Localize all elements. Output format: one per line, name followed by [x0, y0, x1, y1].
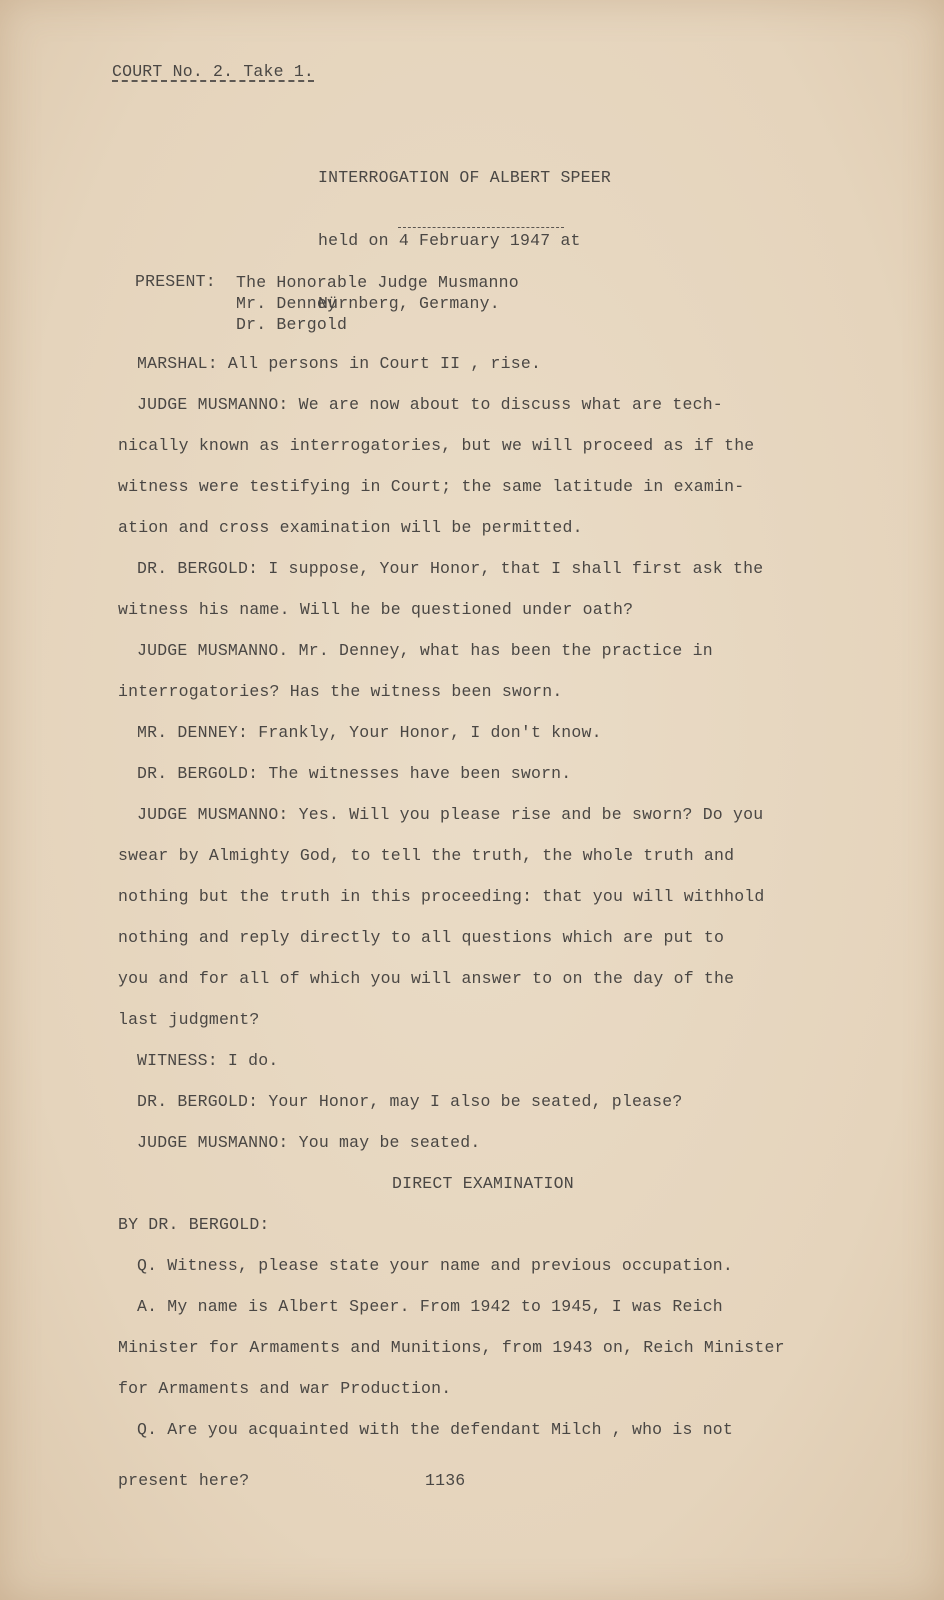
transcript-line: A. My name is Albert Speer. From 1942 to 1945, I was Reich: [137, 1297, 723, 1316]
present-names: [236, 272, 519, 335]
transcript-line: nothing but the truth in this proceeding: that you will withhold: [118, 887, 765, 906]
transcript-line: interrogatories? Has the witness been sworn.: [118, 682, 563, 701]
transcript-line: nothing and reply directly to all questions which are put to: [118, 928, 725, 947]
court-header: COURT No. 2. Take 1.: [112, 62, 315, 81]
title-line: Nürnberg, Germany.: [318, 294, 500, 313]
transcript-line: MR. DENNEY: Frankly, Your Honor, I don't know.: [137, 723, 602, 742]
page-number: 1136: [425, 1471, 466, 1490]
transcript-line: Q. Witness, please state your name and previous occupation.: [137, 1256, 733, 1275]
transcript-line: JUDGE MUSMANNO: We are now about to discuss what are tech-: [137, 395, 723, 414]
present-name: The Honorable Judge Musmanno: [236, 273, 519, 292]
transcript-line: Minister for Armaments and Munitions, from 1943 on, Reich Minister: [118, 1338, 785, 1357]
present-label: PRESENT:: [135, 272, 216, 291]
transcript-line: WITNESS: I do.: [137, 1051, 279, 1070]
transcript-line: swear by Almighty God, to tell the truth, the whole truth and: [118, 846, 735, 865]
transcript-line: JUDGE MUSMANNO. Mr. Denney, what has been the practice in: [137, 641, 713, 660]
transcript-line: MARSHAL: All persons in Court II , rise.: [137, 354, 542, 373]
transcript-line: witness were testifying in Court; the same latitude in examin-: [118, 477, 745, 496]
transcript-line: for Armaments and war Production.: [118, 1379, 452, 1398]
title-line: held on 4 February 1947 at: [318, 231, 581, 250]
transcript-line: nically known as interrogatories, but we will proceed as if the: [118, 436, 755, 455]
transcript-line: ation and cross examination will be permitted.: [118, 518, 583, 537]
transcript-line: BY DR. BERGOLD:: [118, 1215, 270, 1234]
transcript-line: last judgment?: [118, 1010, 260, 1029]
transcript-line: DR. BERGOLD: I suppose, Your Honor, that I shall first ask the: [137, 559, 764, 578]
title-line: INTERROGATION OF ALBERT SPEER: [318, 168, 611, 187]
transcript-line: DR. BERGOLD: The witnesses have been sworn.: [137, 764, 572, 783]
transcript-line: present here?: [118, 1471, 250, 1490]
transcript-line: witness his name. Will he be questioned under oath?: [118, 600, 634, 619]
transcript-line: DR. BERGOLD: Your Honor, may I also be seated, please?: [137, 1092, 683, 1111]
transcript-line: JUDGE MUSMANNO: Yes. Will you please rise and be sworn? Do you: [137, 805, 764, 824]
divider-rule: [398, 227, 564, 228]
transcript-line: JUDGE MUSMANNO: You may be seated.: [137, 1133, 481, 1152]
present-name: Mr. Denney: [236, 294, 338, 313]
section-heading: DIRECT EXAMINATION: [392, 1174, 574, 1193]
transcript-line: Q. Are you acquainted with the defendant Milch , who is not: [137, 1420, 733, 1439]
transcript-line: you and for all of which you will answer to on the day of the: [118, 969, 735, 988]
present-name: Dr. Bergold: [236, 315, 348, 334]
